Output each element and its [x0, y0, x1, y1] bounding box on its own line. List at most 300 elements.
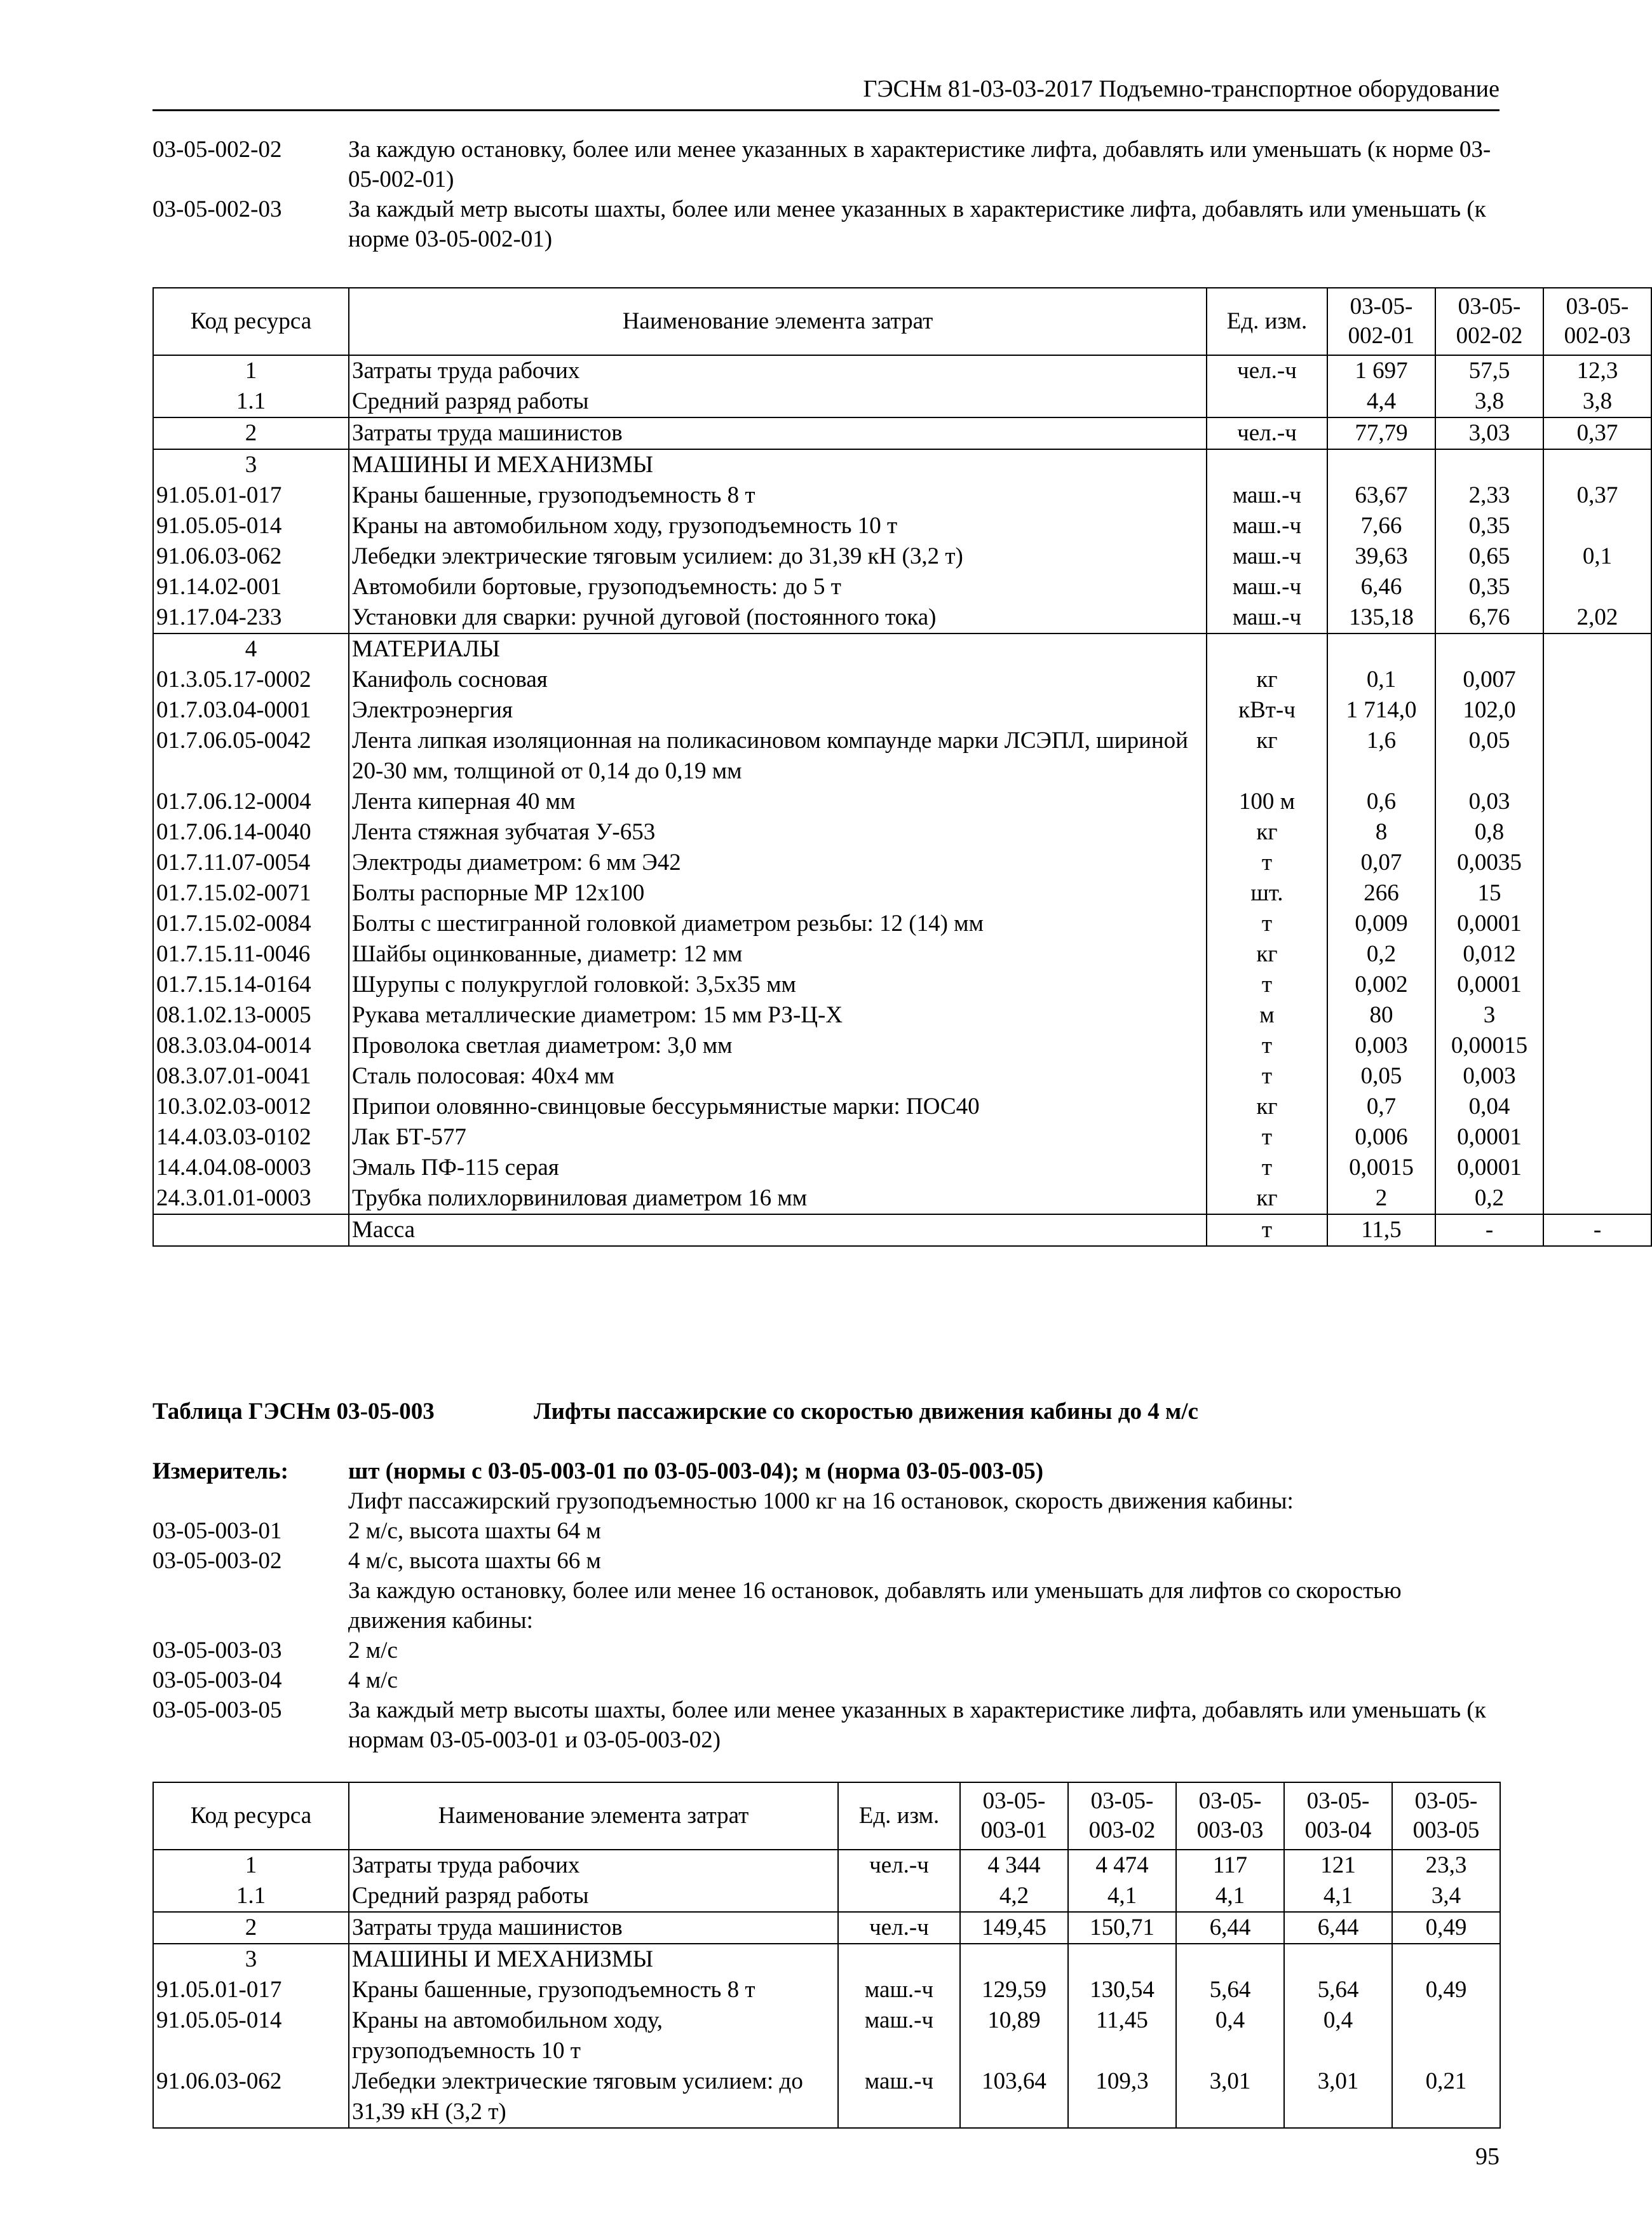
- resource-value: 135,18: [1327, 602, 1435, 633]
- norm-code: [152, 1486, 348, 1516]
- resource-value: -: [1543, 1214, 1651, 1246]
- resource-code: 2: [153, 417, 349, 449]
- norm-description: Лифт пассажирский грузоподъемностью 1000 кг на 16 остановок, скорость движения кабины:: [348, 1488, 1294, 1514]
- norm-code: [152, 1576, 348, 1636]
- norm-code: 03-05-002-02: [152, 137, 282, 163]
- resource-code: [153, 1214, 349, 1246]
- resource-table-1: [152, 287, 1652, 1247]
- resource-code: 01.7.06.14-0040: [153, 817, 349, 848]
- resource-value: 0,1: [1543, 541, 1651, 572]
- resource-value: 103,64: [960, 2066, 1068, 2128]
- resource-code: 91.05.05-014: [153, 511, 349, 541]
- resource-code: 3: [153, 1944, 349, 1975]
- spec-row: [152, 1516, 1500, 1546]
- spec-row: [152, 1486, 1500, 1516]
- table2-number: Таблица ГЭСНм 03-05-003: [152, 1399, 435, 1425]
- resource-unit: [838, 1944, 960, 1975]
- resource-code: 1: [153, 1850, 349, 1881]
- resource-value: 7,66: [1327, 511, 1435, 541]
- resource-code: 01.7.03.04-0001: [153, 695, 349, 726]
- resource-code: 01.7.15.14-0164: [153, 970, 349, 1000]
- resource-value: 0,21: [1392, 2066, 1500, 2128]
- resource-name: Лента стяжная зубчатая У-653: [349, 817, 1207, 848]
- resource-value: 4,1: [1176, 1881, 1284, 1912]
- resource-unit: т: [1207, 909, 1327, 939]
- table-row: [153, 417, 1651, 449]
- resource-name: Масса: [349, 1214, 1207, 1246]
- resource-unit: [1207, 386, 1327, 417]
- resource-value: 0,04: [1435, 1092, 1543, 1122]
- norm-description: За каждую остановку, более или менее 16 остановок, добавлять или уменьшать для лифтов со скоростью движения кабины:: [348, 1578, 1402, 1634]
- resource-value: 0,8: [1435, 817, 1543, 848]
- table-row: [153, 480, 1651, 511]
- resource-value: 0,009: [1327, 909, 1435, 939]
- resource-value: 0,35: [1435, 511, 1543, 541]
- resource-value: 0,35: [1435, 572, 1543, 602]
- resource-value: 0,2: [1435, 1183, 1543, 1214]
- resource-unit: [1207, 633, 1327, 665]
- resource-value: [1435, 633, 1543, 665]
- resource-code: 1: [153, 355, 349, 386]
- spec-row: [152, 1665, 1500, 1695]
- table-row: [153, 1153, 1651, 1183]
- spec-row: [152, 194, 1500, 254]
- table-row: [153, 2005, 1500, 2066]
- resource-unit: чел.-ч: [1207, 355, 1327, 386]
- resource-unit: [1207, 449, 1327, 480]
- resource-value: [1543, 449, 1651, 480]
- resource-name: Лак БТ-577: [349, 1122, 1207, 1153]
- norm-description: За каждый метр высоты шахты, более или менее указанных в характеристике лифта, добавлять или уменьшать (к нормам 03-05-003-01 и 03-05-003-02): [348, 1697, 1486, 1753]
- header-norm: 03-05- 003-04: [1284, 1782, 1392, 1850]
- resource-value: 0,006: [1327, 1122, 1435, 1153]
- resource-code: 91.06.03-062: [153, 541, 349, 572]
- resource-code: 08.3.07.01-0041: [153, 1061, 349, 1092]
- resource-value: 0,0001: [1435, 970, 1543, 1000]
- resource-value: 0,0001: [1435, 1122, 1543, 1153]
- table-row: [153, 1122, 1651, 1153]
- header-unit: Ед. изм.: [1207, 288, 1327, 355]
- table-row: [153, 787, 1651, 817]
- table-row: [153, 1881, 1500, 1912]
- header-norm: 03-05- 002-01: [1327, 288, 1435, 355]
- resource-unit: т: [1207, 970, 1327, 1000]
- resource-value: 1,6: [1327, 726, 1435, 787]
- header-unit: Ед. изм.: [838, 1782, 960, 1850]
- resource-value: 0,0001: [1435, 1153, 1543, 1183]
- resource-unit: чел.-ч: [838, 1850, 960, 1881]
- resource-code: 24.3.01.01-0003: [153, 1183, 349, 1214]
- resource-value: 0,2: [1327, 939, 1435, 970]
- norm-code: 03-05-003-04: [152, 1667, 282, 1693]
- resource-value: 129,59: [960, 1975, 1068, 2005]
- resource-code: 08.1.02.13-0005: [153, 1000, 349, 1031]
- resource-value: [1543, 1031, 1651, 1061]
- resource-value: [1327, 449, 1435, 480]
- resource-value: -: [1435, 1214, 1543, 1246]
- resource-unit: кг: [1207, 939, 1327, 970]
- resource-unit: маш.-ч: [838, 2005, 960, 2066]
- resource-value: [1435, 449, 1543, 480]
- resource-value: [1543, 633, 1651, 665]
- resource-unit: чел.-ч: [838, 1912, 960, 1944]
- table-row: [153, 1092, 1651, 1122]
- resource-name: Установки для сварки: ручной дуговой (постоянного тока): [349, 602, 1207, 633]
- resource-value: 109,3: [1068, 2066, 1176, 2128]
- table-row: [153, 1214, 1651, 1246]
- resource-name: Болты распорные МР 12х100: [349, 878, 1207, 909]
- resource-value: 121: [1284, 1850, 1392, 1881]
- resource-value: [1543, 1061, 1651, 1092]
- resource-code: 01.7.11.07-0054: [153, 848, 349, 878]
- resource-name: Припои оловянно-свинцовые бессурьмянистые марки: ПОС40: [349, 1092, 1207, 1122]
- resource-value: 0,0035: [1435, 848, 1543, 878]
- resource-value: 0,65: [1435, 541, 1543, 572]
- resource-code: 01.7.06.12-0004: [153, 787, 349, 817]
- resource-value: 0,003: [1327, 1031, 1435, 1061]
- resource-value: 266: [1327, 878, 1435, 909]
- resource-value: 0,4: [1176, 2005, 1284, 2066]
- table-header-row: [153, 1782, 1500, 1850]
- table-row: [153, 2066, 1500, 2128]
- resource-unit: шт.: [1207, 878, 1327, 909]
- resource-unit: т: [1207, 1214, 1327, 1246]
- resource-unit: кВт-ч: [1207, 695, 1327, 726]
- norm-code: 03-05-003-05: [152, 1697, 282, 1723]
- table-row: [153, 1850, 1500, 1881]
- resource-value: 80: [1327, 1000, 1435, 1031]
- table-row: [153, 541, 1651, 572]
- resource-unit: маш.-ч: [1207, 572, 1327, 602]
- table-row: [153, 1000, 1651, 1031]
- resource-value: 3,8: [1543, 386, 1651, 417]
- table2-title: [152, 1397, 1500, 1427]
- norm-description: 2 м/с: [348, 1637, 398, 1663]
- resource-value: [1543, 787, 1651, 817]
- resource-name: Затраты труда рабочих: [349, 355, 1207, 386]
- resource-name: МАШИНЫ И МЕХАНИЗМЫ: [349, 449, 1207, 480]
- table-row: [153, 695, 1651, 726]
- resource-value: 4 474: [1068, 1850, 1176, 1881]
- resource-value: 0,0015: [1327, 1153, 1435, 1183]
- resource-value: 102,0: [1435, 695, 1543, 726]
- resource-name: Лента липкая изоляционная на поликасиновом компаунде марки ЛСЭПЛ, шириной 20-30 мм, толщиной от 0,14 до 0,19 мм: [349, 726, 1207, 787]
- resource-value: 6,44: [1284, 1912, 1392, 1944]
- resource-name: Болты с шестигранной головкой диаметром резьбы: 12 (14) мм: [349, 909, 1207, 939]
- header-norm: 03-05- 003-02: [1068, 1782, 1176, 1850]
- table-row: [153, 633, 1651, 665]
- table-row: [153, 817, 1651, 848]
- resource-unit: [838, 1881, 960, 1912]
- resource-value: 4,2: [960, 1881, 1068, 1912]
- resource-value: [1543, 1122, 1651, 1153]
- spec-row: [152, 1636, 1500, 1665]
- resource-code: 01.7.06.05-0042: [153, 726, 349, 787]
- resource-name: Канифоль сосновая: [349, 665, 1207, 695]
- table-row: [153, 1061, 1651, 1092]
- resource-value: [1543, 939, 1651, 970]
- resource-value: 0,37: [1543, 480, 1651, 511]
- resource-name: Затраты труда машинистов: [349, 417, 1207, 449]
- resource-unit: 100 м: [1207, 787, 1327, 817]
- resource-value: 1 714,0: [1327, 695, 1435, 726]
- resource-value: 149,45: [960, 1912, 1068, 1944]
- header-norm: 03-05- 002-03: [1543, 288, 1651, 355]
- norm-specs: [152, 1486, 1500, 1755]
- resource-name: Затраты труда машинистов: [349, 1912, 838, 1944]
- resource-value: 0,0001: [1435, 909, 1543, 939]
- resource-name: Трубка полихлорвиниловая диаметром 16 мм: [349, 1183, 1207, 1214]
- resource-value: [1543, 1183, 1651, 1214]
- resource-value: 4,1: [1284, 1881, 1392, 1912]
- table-row: [153, 1183, 1651, 1214]
- resource-value: 0,4: [1284, 2005, 1392, 2066]
- resource-value: 0,1: [1327, 665, 1435, 695]
- resource-unit: т: [1207, 1153, 1327, 1183]
- resource-value: 0,7: [1327, 1092, 1435, 1122]
- resource-value: 130,54: [1068, 1975, 1176, 2005]
- resource-code: 3: [153, 449, 349, 480]
- norm-code: 03-05-003-03: [152, 1637, 282, 1663]
- table-row: [153, 1912, 1500, 1944]
- resource-value: [1543, 572, 1651, 602]
- resource-value: 12,3: [1543, 355, 1651, 386]
- norm-description: За каждую остановку, более или менее указанных в характеристике лифта, добавлять или уменьшать (к норме 03-05-002-01): [348, 137, 1491, 193]
- resource-code: 01.7.15.02-0084: [153, 909, 349, 939]
- resource-value: [1543, 665, 1651, 695]
- resource-value: 0,003: [1435, 1061, 1543, 1092]
- resource-unit: маш.-ч: [838, 1975, 960, 2005]
- resource-code: 14.4.04.08-0003: [153, 1153, 349, 1183]
- header-norm: 03-05- 003-01: [960, 1782, 1068, 1850]
- resource-value: 0,07: [1327, 848, 1435, 878]
- resource-code: 01.7.15.11-0046: [153, 939, 349, 970]
- resource-value: 1 697: [1327, 355, 1435, 386]
- resource-value: 39,63: [1327, 541, 1435, 572]
- resource-value: [1176, 1944, 1284, 1975]
- header-name: Наименование элемента затрат: [349, 1782, 838, 1850]
- resource-code: 91.06.03-062: [153, 2066, 349, 2128]
- resource-name: Шурупы с полукруглой головкой: 3,5х35 мм: [349, 970, 1207, 1000]
- resource-value: 15: [1435, 878, 1543, 909]
- resource-name: Затраты труда рабочих: [349, 1850, 838, 1881]
- resource-value: 2: [1327, 1183, 1435, 1214]
- page-number: 95: [1475, 2143, 1500, 2170]
- resource-value: 6,76: [1435, 602, 1543, 633]
- resource-value: 3,01: [1176, 2066, 1284, 2128]
- table-row: [153, 878, 1651, 909]
- header-norm: 03-05- 003-03: [1176, 1782, 1284, 1850]
- resource-value: 2,33: [1435, 480, 1543, 511]
- table-row: [153, 909, 1651, 939]
- resource-value: 2,02: [1543, 602, 1651, 633]
- resource-value: 0,49: [1392, 1975, 1500, 2005]
- resource-value: [1543, 511, 1651, 541]
- resource-value: 3,01: [1284, 2066, 1392, 2128]
- resource-value: 0,05: [1435, 726, 1543, 787]
- resource-name: Проволока светлая диаметром: 3,0 мм: [349, 1031, 1207, 1061]
- resource-unit: маш.-ч: [1207, 511, 1327, 541]
- resource-value: [1543, 970, 1651, 1000]
- resource-code: 08.3.03.04-0014: [153, 1031, 349, 1061]
- resource-name: Шайбы оцинкованные, диаметр: 12 мм: [349, 939, 1207, 970]
- table2-name: Лифты пассажирские со скоростью движения кабины до 4 м/с: [534, 1399, 1198, 1425]
- resource-name: Средний разряд работы: [349, 1881, 838, 1912]
- resource-value: [1543, 817, 1651, 848]
- table-row: [153, 1944, 1500, 1975]
- resource-value: 6,44: [1176, 1912, 1284, 1944]
- resource-value: [1392, 2005, 1500, 2066]
- table-row: [153, 939, 1651, 970]
- resource-code: 91.14.02-001: [153, 572, 349, 602]
- resource-value: 0,012: [1435, 939, 1543, 970]
- resource-unit: м: [1207, 1000, 1327, 1031]
- resource-value: [1284, 1944, 1392, 1975]
- resource-code: 2: [153, 1912, 349, 1944]
- resource-value: [1068, 1944, 1176, 1975]
- table-row: [153, 355, 1651, 386]
- spec-row: [152, 1546, 1500, 1576]
- resource-code: 1.1: [153, 386, 349, 417]
- resource-name: Средний разряд работы: [349, 386, 1207, 417]
- header-name: Наименование элемента затрат: [349, 288, 1207, 355]
- resource-code: 1.1: [153, 1881, 349, 1912]
- resource-value: [1543, 695, 1651, 726]
- resource-value: 0,37: [1543, 417, 1651, 449]
- resource-code: 01.7.15.02-0071: [153, 878, 349, 909]
- spec-row: [152, 1695, 1500, 1755]
- resource-unit: маш.-ч: [1207, 541, 1327, 572]
- resource-code: 14.4.03.03-0102: [153, 1122, 349, 1153]
- resource-value: 0,002: [1327, 970, 1435, 1000]
- resource-unit: маш.-ч: [838, 2066, 960, 2128]
- resource-name: Краны на автомобильном ходу, грузоподъемность 10 т: [349, 2005, 838, 2066]
- resource-unit: маш.-ч: [1207, 602, 1327, 633]
- resource-unit: кг: [1207, 1183, 1327, 1214]
- header-code: Код ресурса: [153, 1782, 349, 1850]
- table-row: [153, 970, 1651, 1000]
- resource-value: [1327, 633, 1435, 665]
- resource-name: Краны башенные, грузоподъемность 8 т: [349, 1975, 838, 2005]
- resource-unit: кг: [1207, 665, 1327, 695]
- header-norm: 03-05- 002-02: [1435, 288, 1543, 355]
- norm-code: 03-05-003-02: [152, 1548, 282, 1574]
- resource-value: 8: [1327, 817, 1435, 848]
- table-row: [153, 386, 1651, 417]
- resource-value: 11,5: [1327, 1214, 1435, 1246]
- resource-value: 117: [1176, 1850, 1284, 1881]
- resource-code: 91.17.04-233: [153, 602, 349, 633]
- resource-value: 57,5: [1435, 355, 1543, 386]
- resource-value: 0,6: [1327, 787, 1435, 817]
- resource-name: Рукава металлические диаметром: 15 мм РЗ-Ц-Х: [349, 1000, 1207, 1031]
- resource-value: 0,05: [1327, 1061, 1435, 1092]
- resource-code: 4: [153, 633, 349, 665]
- resource-name: Электроды диаметром: 6 мм Э42: [349, 848, 1207, 878]
- resource-code: 91.05.01-017: [153, 480, 349, 511]
- resource-value: 150,71: [1068, 1912, 1176, 1944]
- resource-value: [1543, 1153, 1651, 1183]
- table-row: [153, 1975, 1500, 2005]
- norm-code: 03-05-002-03: [152, 196, 282, 222]
- resource-value: 3: [1435, 1000, 1543, 1031]
- resource-name: Автомобили бортовые, грузоподъемность: до 5 т: [349, 572, 1207, 602]
- resource-value: 3,4: [1392, 1881, 1500, 1912]
- resource-value: 0,00015: [1435, 1031, 1543, 1061]
- resource-name: Лента киперная 40 мм: [349, 787, 1207, 817]
- resource-value: 0,007: [1435, 665, 1543, 695]
- resource-value: [1543, 878, 1651, 909]
- resource-name: Лебедки электрические тяговым усилием: до 31,39 кН (3,2 т): [349, 541, 1207, 572]
- measure-text: шт (нормы с 03-05-003-01 по 03-05-003-04); м (норма 03-05-003-05): [348, 1458, 1044, 1484]
- norm-description: За каждый метр высоты шахты, более или менее указанных в характеристике лифта, добавлять или уменьшать (к норме 03-05-002-01): [348, 196, 1486, 252]
- resource-value: [1543, 848, 1651, 878]
- resource-value: 5,64: [1284, 1975, 1392, 2005]
- resource-value: 63,67: [1327, 480, 1435, 511]
- table-row: [153, 572, 1651, 602]
- resource-value: 6,46: [1327, 572, 1435, 602]
- header-code: Код ресурса: [153, 288, 349, 355]
- measure-label: Измеритель:: [152, 1458, 288, 1484]
- resource-value: [1392, 1944, 1500, 1975]
- table-row: [153, 665, 1651, 695]
- resource-value: 23,3: [1392, 1850, 1500, 1881]
- table-body: [153, 355, 1651, 1246]
- table-row: [153, 1031, 1651, 1061]
- resource-value: 11,45: [1068, 2005, 1176, 2066]
- resource-name: Лебедки электрические тяговым усилием: до 31,39 кН (3,2 т): [349, 2066, 838, 2128]
- resource-value: [1543, 1000, 1651, 1031]
- resource-code: 91.05.05-014: [153, 2005, 349, 2066]
- resource-value: 5,64: [1176, 1975, 1284, 2005]
- resource-value: [1543, 1092, 1651, 1122]
- table-row: [153, 602, 1651, 633]
- resource-name: Краны башенные, грузоподъемность 8 т: [349, 480, 1207, 511]
- resource-value: 4,1: [1068, 1881, 1176, 1912]
- top-specs: [152, 135, 1500, 254]
- norm-code: 03-05-003-01: [152, 1518, 282, 1544]
- table-row: [153, 511, 1651, 541]
- resource-value: 0,03: [1435, 787, 1543, 817]
- spec-row: [152, 1576, 1500, 1636]
- table-row: [153, 848, 1651, 878]
- resource-value: [1543, 726, 1651, 787]
- resource-value: 0,49: [1392, 1912, 1500, 1944]
- resource-unit: т: [1207, 1122, 1327, 1153]
- resource-unit: чел.-ч: [1207, 417, 1327, 449]
- resource-name: МАТЕРИАЛЫ: [349, 633, 1207, 665]
- resource-table-2: [152, 1782, 1501, 2129]
- table-row: [153, 726, 1651, 787]
- table-header-row: [153, 288, 1651, 355]
- resource-name: Краны на автомобильном ходу, грузоподъемность 10 т: [349, 511, 1207, 541]
- resource-code: 10.3.02.03-0012: [153, 1092, 349, 1122]
- resource-value: 4,4: [1327, 386, 1435, 417]
- resource-unit: т: [1207, 848, 1327, 878]
- resource-name: Сталь полосовая: 40х4 мм: [349, 1061, 1207, 1092]
- resource-value: 4 344: [960, 1850, 1068, 1881]
- measure-block: [152, 1456, 1500, 1486]
- resource-name: МАШИНЫ И МЕХАНИЗМЫ: [349, 1944, 838, 1975]
- spec-row: [152, 135, 1500, 194]
- resource-name: Электроэнергия: [349, 695, 1207, 726]
- resource-value: 3,03: [1435, 417, 1543, 449]
- resource-unit: кг: [1207, 817, 1327, 848]
- table-body: [153, 1850, 1500, 2128]
- norm-description: 4 м/с: [348, 1667, 398, 1693]
- resource-value: 3,8: [1435, 386, 1543, 417]
- resource-name: Эмаль ПФ-115 серая: [349, 1153, 1207, 1183]
